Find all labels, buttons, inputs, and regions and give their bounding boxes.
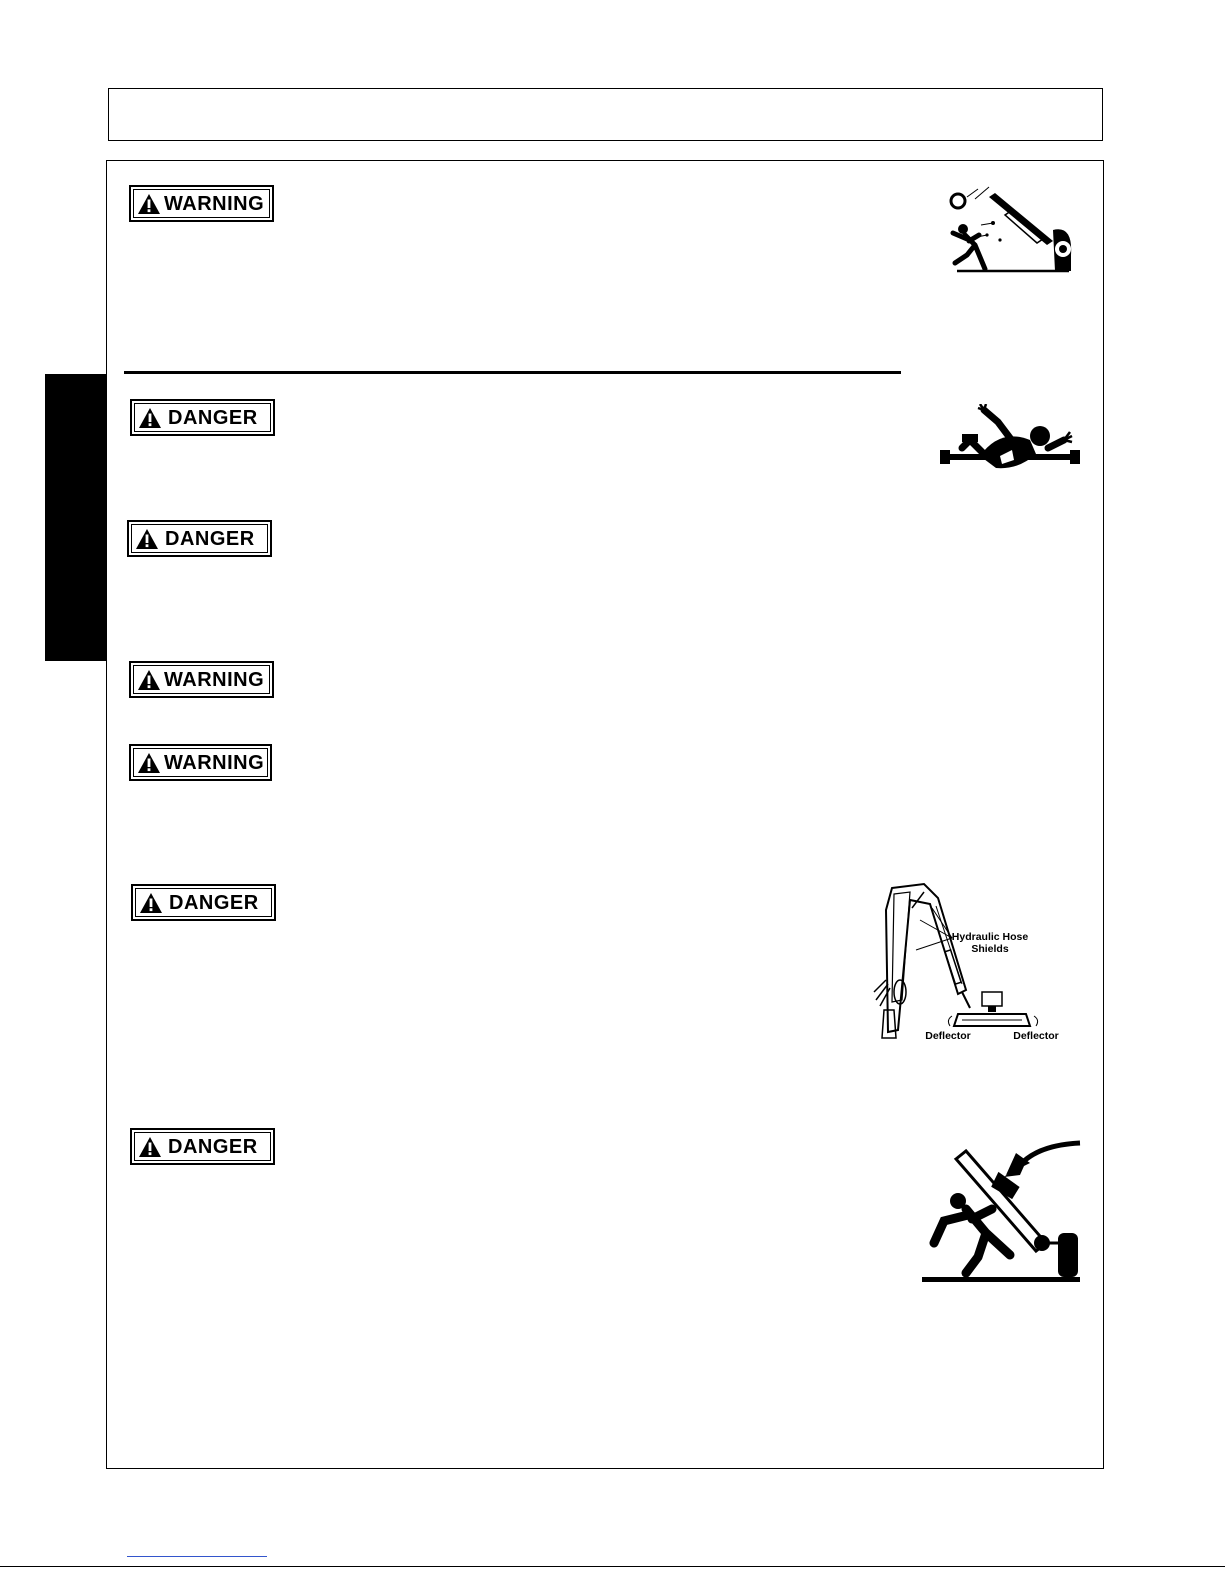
section-side-tab bbox=[45, 374, 107, 661]
warning-label-text: WARNING bbox=[164, 192, 265, 215]
entanglement-pictogram bbox=[940, 404, 1080, 476]
danger-label-text: DANGER bbox=[168, 1135, 258, 1158]
danger-label bbox=[127, 520, 272, 557]
section-divider bbox=[124, 371, 901, 374]
thrown-object-pictogram bbox=[945, 185, 1073, 275]
deflector-right-label: Deflector bbox=[1013, 1030, 1059, 1042]
warning-triangle-icon bbox=[137, 193, 161, 215]
warning-triangle-icon bbox=[137, 752, 161, 774]
hose-shields-label: Hydraulic Hose Shields bbox=[951, 931, 1029, 955]
warning-triangle-icon bbox=[138, 407, 162, 429]
danger-label bbox=[130, 399, 275, 436]
warning-label-text: WARNING bbox=[164, 668, 265, 691]
danger-label bbox=[130, 1128, 275, 1165]
warning-triangle-icon bbox=[139, 892, 163, 914]
warning-label bbox=[129, 661, 274, 698]
danger-label-text: DANGER bbox=[168, 406, 258, 429]
falling-boom-pictogram bbox=[920, 1135, 1086, 1287]
footer-rule bbox=[0, 1566, 1225, 1567]
warning-label bbox=[129, 185, 274, 222]
danger-label-text: DANGER bbox=[165, 527, 255, 550]
warning-label-text: WARNING bbox=[164, 751, 265, 774]
warning-label bbox=[129, 744, 272, 781]
warning-triangle-icon bbox=[138, 1136, 162, 1158]
footer-link-underline bbox=[127, 1556, 267, 1557]
hydraulic-boom-diagram bbox=[866, 880, 1066, 1050]
danger-label bbox=[131, 884, 276, 921]
page-header-box bbox=[108, 88, 1103, 141]
danger-label-text: DANGER bbox=[169, 891, 259, 914]
deflector-left-label: Deflector bbox=[925, 1030, 971, 1042]
warning-triangle-icon bbox=[137, 669, 161, 691]
warning-triangle-icon bbox=[135, 528, 159, 550]
